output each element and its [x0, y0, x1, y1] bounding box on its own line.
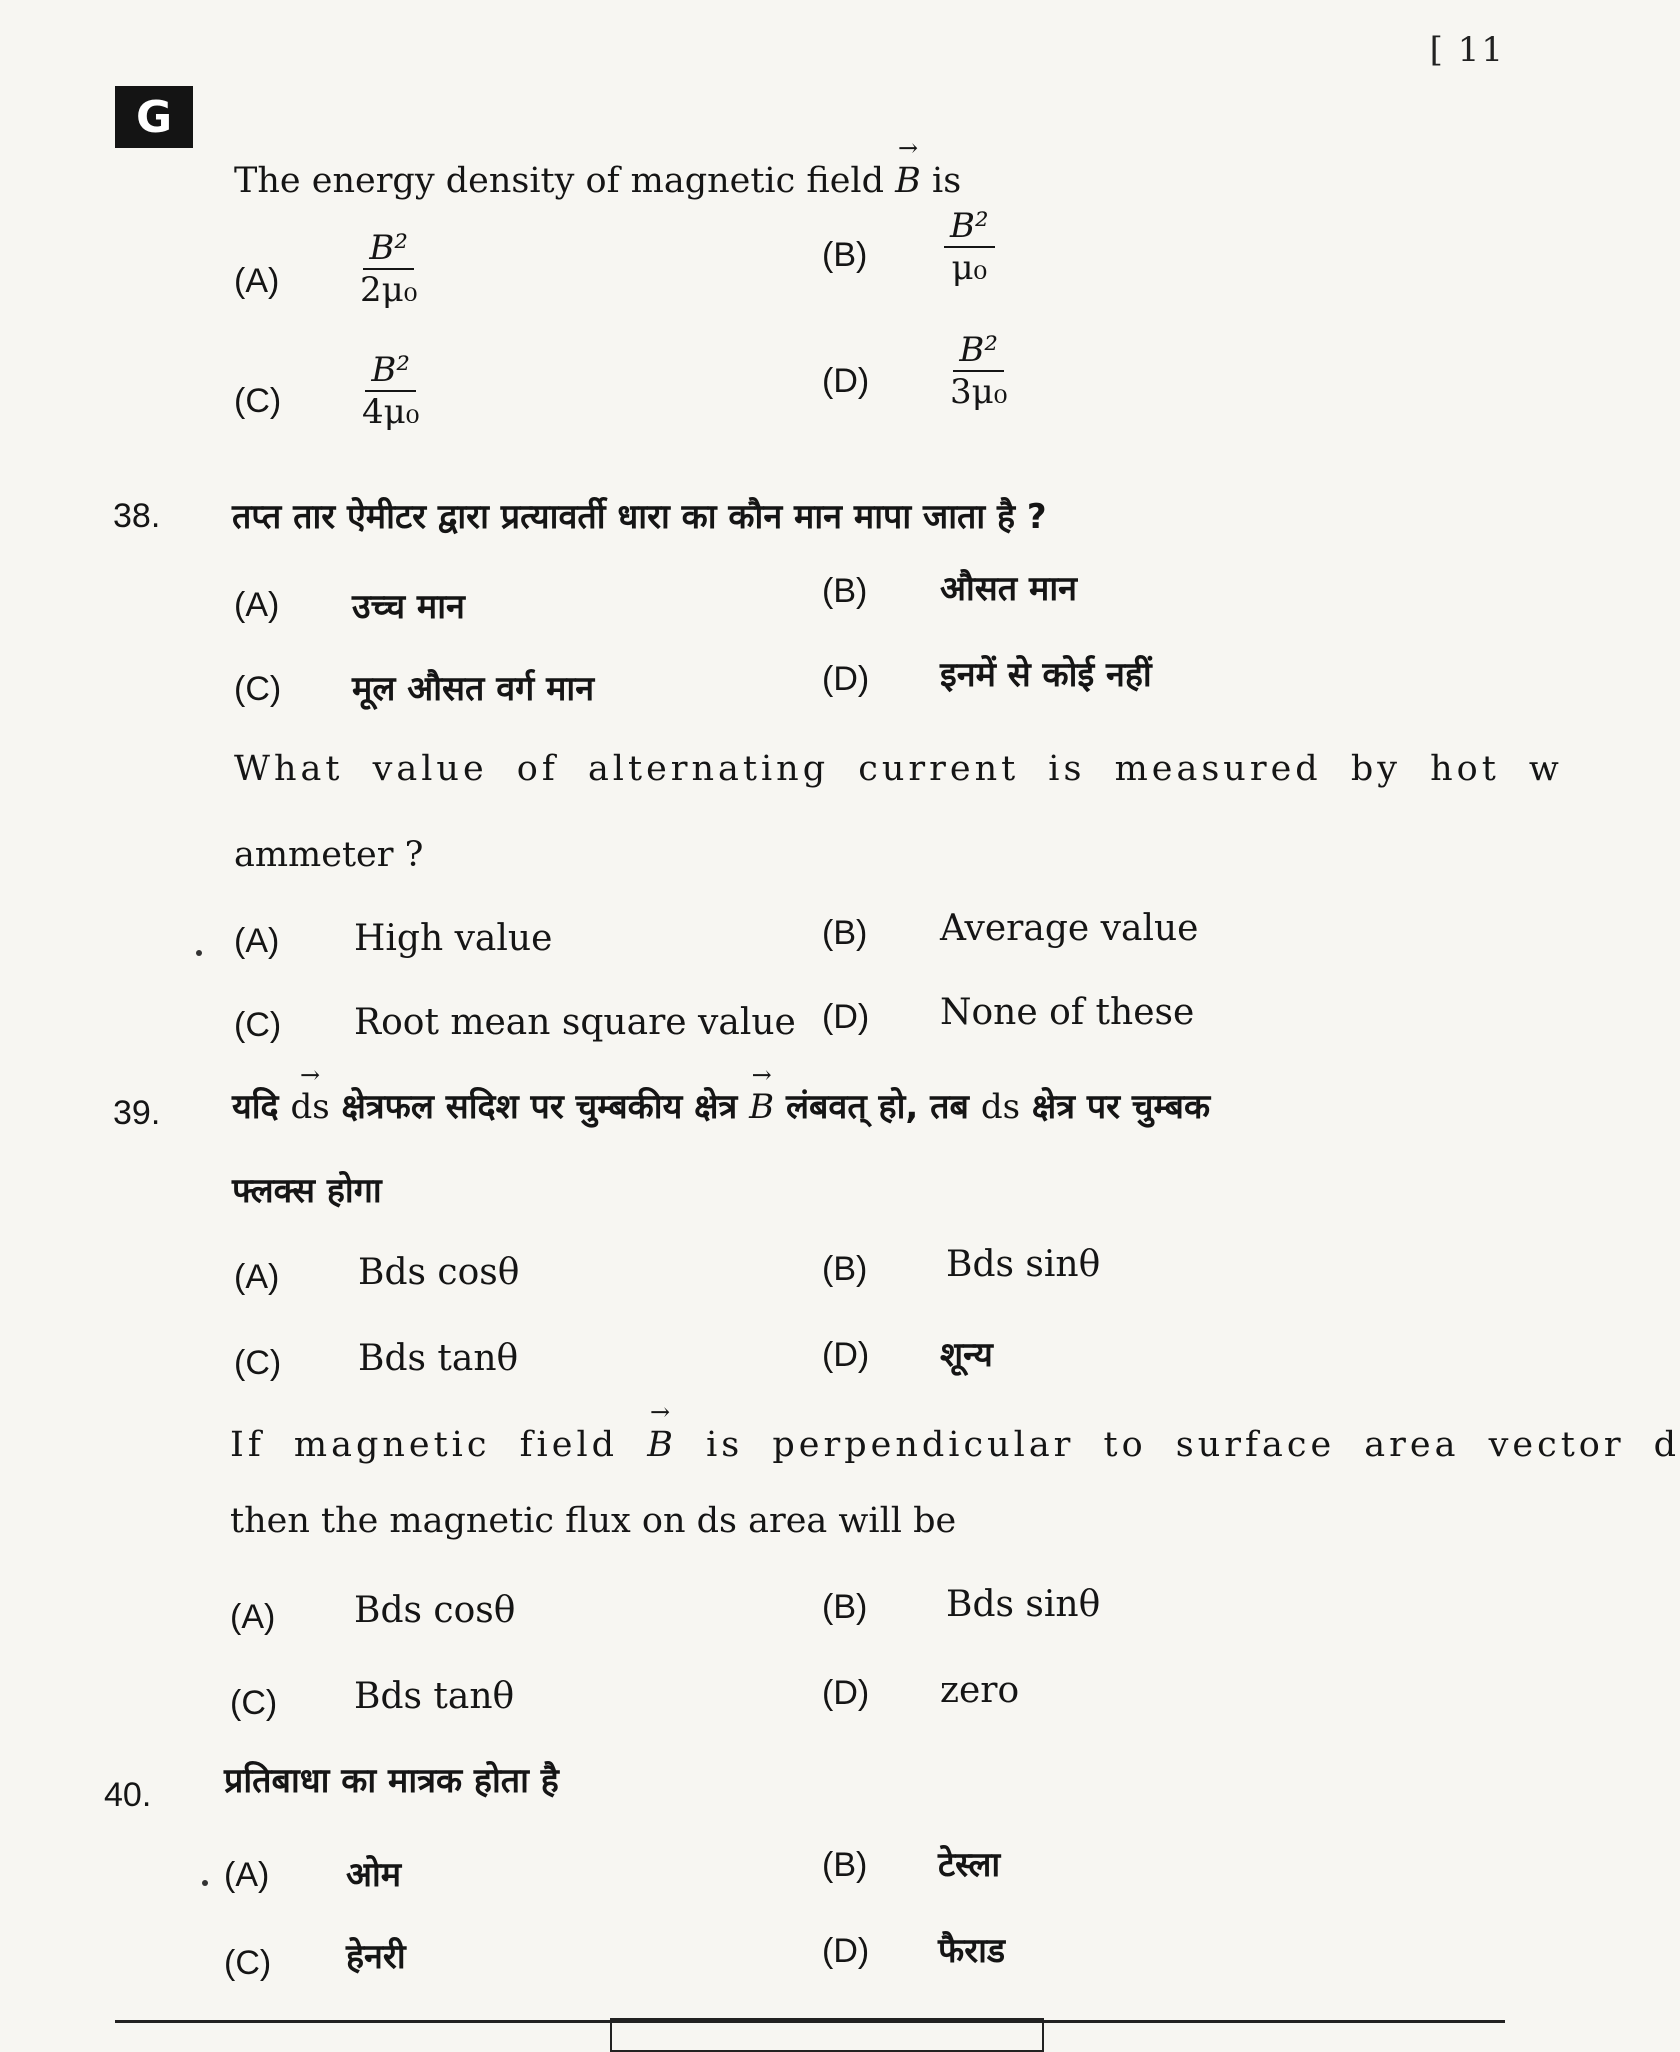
- q38-english-line1: What value of alternating current is measured by hot w: [234, 749, 1563, 789]
- q37-text-post: is: [932, 161, 962, 201]
- q39-hindi-part-c: लंबवत् हो, तब: [785, 1087, 969, 1127]
- q37-text: [234, 160, 961, 202]
- q39-english-option-b-text: Bds sinθ: [946, 1584, 1101, 1625]
- q39-english-option-a-label: (A): [230, 1598, 276, 1636]
- q39-hindi-line2: फ्लक्स होगा: [232, 1171, 382, 1211]
- q39-english-option-d-label: (D): [822, 1674, 870, 1712]
- set-code-badge: G: [115, 86, 193, 148]
- q37-option-b-label: (B): [822, 236, 868, 274]
- q38-english-option-a-label: (A): [234, 922, 280, 960]
- q38-english-option-b-text: Average value: [940, 908, 1199, 949]
- q39-hindi-line1: [232, 1082, 1210, 1128]
- q37-option-a-den: 2μ₀: [360, 270, 418, 310]
- q39-hindi-part-b: क्षेत्रफल सदिश पर चुम्बकीय क्षेत्र: [341, 1087, 738, 1127]
- q40-option-a-text: ओम: [346, 1855, 402, 1895]
- q39-english-option-b-label: (B): [822, 1588, 868, 1626]
- q38-hindi-text: तप्त तार ऐमीटर द्वारा प्रत्यावर्ती धारा का कौन मान मापा जाता है ?: [232, 497, 1047, 537]
- q39-hindi-option-b-label: (B): [822, 1250, 868, 1288]
- q37-option-b-num: B²: [944, 206, 995, 248]
- q39-english-part-a: If magnetic field: [230, 1425, 619, 1465]
- q38-english-option-c-text: Root mean square value: [354, 1002, 796, 1043]
- footer-code-box: [610, 2018, 1044, 2052]
- q39-hindi-option-a-label: (A): [234, 1258, 280, 1296]
- q38-hindi-option-b-text: औसत मान: [940, 569, 1077, 609]
- q38-hindi-option-b-label: (B): [822, 572, 868, 610]
- stray-mark: [202, 1880, 208, 1886]
- q39-english-option-c-label: (C): [230, 1684, 278, 1722]
- stray-mark: [196, 950, 202, 956]
- q40-option-d-text: फैराड: [938, 1931, 1006, 1971]
- q39-english-vector-b: → B: [647, 1424, 677, 1466]
- q37-option-b-den: μ₀: [951, 248, 988, 288]
- q37-option-c-fraction: [356, 350, 425, 432]
- q39-hindi-option-a-text: Bds cosθ: [358, 1252, 520, 1293]
- q37-option-a-fraction: [354, 228, 423, 310]
- q39-hindi-part-d: क्षेत्र पर चुम्बक: [1031, 1087, 1211, 1127]
- q39-hindi-vector-b: → B: [749, 1087, 774, 1127]
- q39-ds-vector: → ds: [290, 1087, 329, 1127]
- q40-option-d-label: (D): [822, 1932, 870, 1970]
- q39-hindi-option-d-label: (D): [822, 1336, 870, 1374]
- q38-hindi-option-a-label: (A): [234, 586, 280, 624]
- q37-option-a-num: B²: [363, 228, 414, 270]
- q39-english-option-c-text: Bds tanθ: [354, 1676, 515, 1717]
- q37-option-c-label: (C): [234, 382, 282, 420]
- q38-hindi-option-c-text: मूल औसत वर्ग मान: [352, 669, 595, 709]
- q39-english-line1: [230, 1424, 1680, 1466]
- q38-english-option-d-label: (D): [822, 998, 870, 1036]
- q37-option-d-den: 3μ₀: [950, 372, 1008, 412]
- q37-option-c-den: 4μ₀: [362, 392, 420, 432]
- q39-hindi-option-c-text: Bds tanθ: [358, 1338, 519, 1379]
- q39-hindi-ds2: ds: [980, 1087, 1021, 1127]
- q38-hindi-option-a-text: उच्च मान: [352, 587, 465, 627]
- q39-hindi-option-c-label: (C): [234, 1344, 282, 1382]
- q37-option-c-num: B²: [365, 350, 416, 392]
- page-number: [ 11: [1429, 30, 1505, 70]
- q38-english-line2: ammeter ?: [234, 835, 424, 875]
- q40-option-b-text: टेस्ला: [938, 1845, 1001, 1885]
- q38-english-option-d-text: None of these: [940, 992, 1195, 1033]
- q37-vector-b: → B: [895, 160, 921, 202]
- q40-number: 40.: [104, 1776, 152, 1814]
- q37-option-d-fraction: [944, 330, 1013, 412]
- q39-hindi-option-b-text: Bds sinθ: [946, 1244, 1101, 1285]
- q37-option-d-label: (D): [822, 362, 870, 400]
- q38-english-option-c-label: (C): [234, 1006, 282, 1044]
- q39-hindi-option-d-text: शून्य: [940, 1335, 993, 1375]
- q40-hindi-text: प्रतिबाधा का मात्रक होता है: [224, 1761, 559, 1801]
- q38-english-option-b-label: (B): [822, 914, 868, 952]
- q39-english-part-b: is perpendicular to surface area vector d: [706, 1425, 1680, 1465]
- q38-hindi-option-d-text: इनमें से कोई नहीं: [940, 655, 1152, 695]
- q38-english-option-a-text: High value: [354, 918, 553, 959]
- q37-option-d-num: B²: [953, 330, 1004, 372]
- q40-option-a-label: (A): [224, 1856, 270, 1894]
- q39-english-option-a-text: Bds cosθ: [354, 1590, 516, 1631]
- q37-option-b-fraction: [944, 206, 995, 288]
- q40-option-b-label: (B): [822, 1846, 868, 1884]
- q38-hindi-option-c-label: (C): [234, 670, 282, 708]
- q40-option-c-text: हेनरी: [346, 1937, 406, 1977]
- q37-text-pre: The energy density of magnetic field: [234, 161, 885, 201]
- q38-number: 38.: [113, 497, 161, 535]
- q38-hindi-option-d-label: (D): [822, 660, 870, 698]
- q39-number: 39.: [113, 1094, 161, 1132]
- q40-option-c-label: (C): [224, 1944, 272, 1982]
- q39-english-line2: then the magnetic flux on ds area will be: [230, 1501, 957, 1541]
- q37-option-a-label: (A): [234, 262, 280, 300]
- q39-english-option-d-text: zero: [940, 1670, 1020, 1711]
- q39-hindi-part-a: यदि: [232, 1087, 279, 1127]
